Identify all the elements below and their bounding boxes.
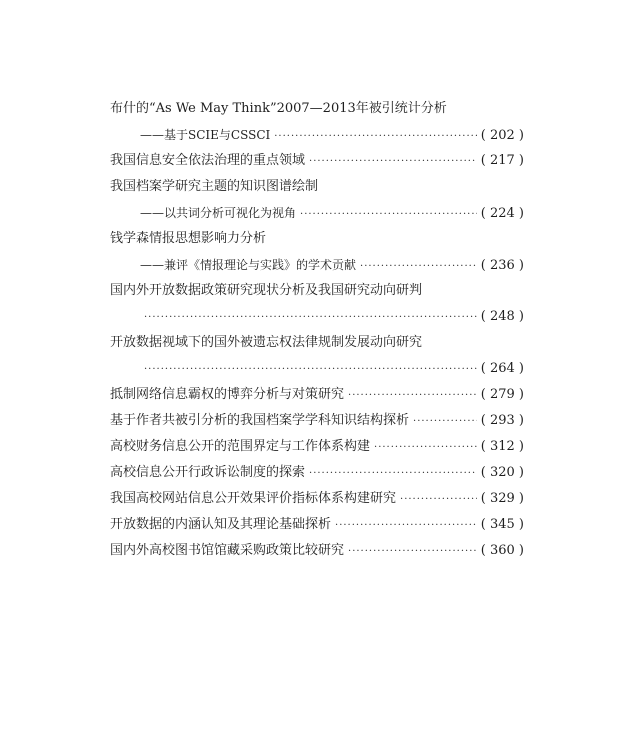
page-number: ( 217 ) [480, 153, 524, 168]
toc-entry-subtitle-line[interactable] [110, 122, 524, 148]
toc-entry[interactable] [110, 408, 524, 434]
entry-subtitle: ——兼评《情报理论与实践》的学术贡献 [140, 258, 357, 272]
table-of-contents [110, 96, 524, 564]
page-number: ( 320 ) [480, 465, 524, 480]
toc-entry-subtitle-line[interactable] [110, 200, 524, 226]
page-number: ( 248 ) [480, 309, 524, 324]
toc-entry[interactable] [110, 434, 524, 460]
page-number: ( 236 ) [480, 258, 524, 273]
dot-leader [309, 149, 477, 175]
dot-leader [374, 435, 477, 461]
entry-title: 我国档案学研究主题的知识图谱绘制 [110, 179, 319, 194]
entry-title: 钱学森情报思想影响力分析 [110, 231, 267, 246]
page-number: ( 360 ) [480, 543, 524, 558]
entry-title: 基于作者共被引分析的我国档案学学科知识结构探析 [110, 413, 410, 428]
entry-title: 高校财务信息公开的范围界定与工作体系构建 [110, 439, 371, 454]
toc-entry[interactable] [110, 148, 524, 174]
toc-entry-title[interactable] [110, 330, 524, 356]
toc-entry-title[interactable] [110, 174, 524, 200]
toc-entry-leader-line[interactable] [110, 304, 524, 330]
toc-entry-title[interactable] [110, 278, 524, 304]
dot-leader [348, 383, 477, 409]
entry-subtitle: ——基于SCIE与CSSCI [140, 128, 271, 142]
toc-entry-leader-line[interactable] [110, 356, 524, 382]
page-number: ( 329 ) [480, 491, 524, 506]
entry-title: 高校信息公开行政诉讼制度的探索 [110, 465, 306, 480]
entry-title: 抵制网络信息霸权的博弈分析与对策研究 [110, 387, 345, 402]
dot-leader [144, 357, 477, 383]
page-number: ( 312 ) [480, 439, 524, 454]
entry-title: 布什的“As We May Think”2007—2013年被引统计分析 [110, 101, 447, 116]
toc-entry[interactable] [110, 512, 524, 538]
dot-leader [309, 461, 477, 487]
dot-leader [300, 202, 477, 228]
dot-leader [360, 254, 477, 280]
toc-entry-title[interactable] [110, 96, 524, 122]
toc-entry[interactable] [110, 486, 524, 512]
toc-entry-title[interactable] [110, 226, 524, 252]
entry-title: 开放数据视域下的国外被遗忘权法律规制发展动向研究 [110, 335, 423, 350]
page-number: ( 264 ) [480, 361, 524, 376]
dot-leader [274, 124, 477, 150]
dot-leader [400, 487, 477, 513]
dot-leader [335, 513, 477, 539]
entry-title: 我国信息安全依法治理的重点领域 [110, 153, 306, 168]
toc-entry[interactable] [110, 538, 524, 564]
page-number: ( 224 ) [480, 206, 524, 221]
entry-title: 我国高校网站信息公开效果评价指标体系构建研究 [110, 491, 397, 506]
page-number: ( 345 ) [480, 517, 524, 532]
toc-entry[interactable] [110, 382, 524, 408]
page-number: ( 202 ) [480, 128, 524, 143]
entry-title: 国内外高校图书馆馆藏采购政策比较研究 [110, 543, 345, 558]
dot-leader [348, 539, 477, 565]
page-number: ( 279 ) [480, 387, 524, 402]
page-number: ( 293 ) [480, 413, 524, 428]
dot-leader [413, 409, 477, 435]
dot-leader [144, 305, 477, 331]
entry-subtitle: ——以共词分析可视化为视角 [140, 206, 297, 220]
entry-title: 开放数据的内涵认知及其理论基础探析 [110, 517, 332, 532]
toc-entry-subtitle-line[interactable] [110, 252, 524, 278]
toc-entry[interactable] [110, 460, 524, 486]
entry-title: 国内外开放数据政策研究现状分析及我国研究动向研判 [110, 283, 423, 298]
